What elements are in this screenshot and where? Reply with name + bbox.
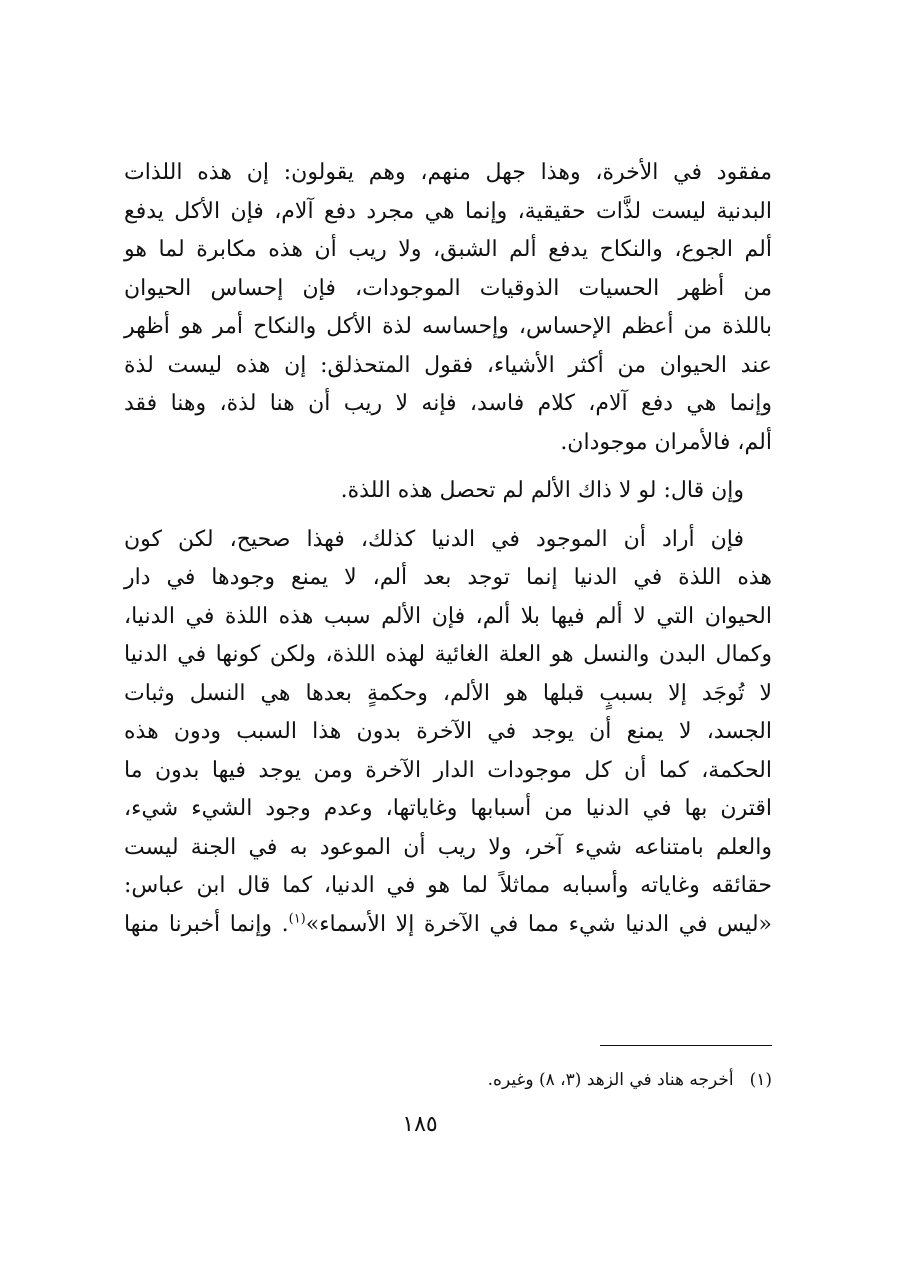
text-line: ألم الجوع، والنكاح يدفع ألم الشبق، ولا ريب أن هذه مكابرة لما هو xyxy=(124,237,772,262)
text-line: هذه اللذة في الدنيا إنما توجد بعد ألم، لا يمنع وجودها في دار xyxy=(124,565,772,590)
paragraph-3 xyxy=(124,521,772,945)
text-line: مفقود في الأخرة، وهذا جهل منهم، وهم يقولون: إن هذه اللذات xyxy=(124,160,772,185)
footnote-text: أخرجه هناد في الزهد (٣، ٨) وغيره. xyxy=(487,1070,734,1090)
text-line: اقترن بها في الدنيا من أسبابها وغاياتها، وعدم وجود الشيء شيء، xyxy=(124,796,772,821)
text-line: الحيوان التي لا ألم فيها بلا ألم، فإن الألم سبب هذه اللذة في الدنيا، xyxy=(124,603,772,629)
text-after-quote: . وإنما أخبرنا منها xyxy=(124,911,289,937)
footnote-divider xyxy=(600,1045,772,1046)
paragraph-2 xyxy=(124,472,772,511)
text-line: الجسد، لا يمنع أن يوجد في الآخرة بدون هذا السبب ودون هذه xyxy=(124,719,772,744)
paragraph-1 xyxy=(124,154,772,462)
text-line: وإنما هي دفع آلام، كلام فاسد، فإنه لا ريب أن هنا لذة، وهنا فقد xyxy=(124,391,772,416)
footnote-reference[interactable]: (١) xyxy=(288,911,306,927)
text-line: الحكمة، كما أن كل موجودات الدار الآخرة ومن يوجد فيها بدون ما xyxy=(124,757,772,783)
text-line: لا تُوجَد إلا بسببٍ قبلها هو الألم، وحكمةٍ بعدها هي النسل وثبات xyxy=(124,680,772,706)
footnote xyxy=(488,1067,772,1093)
text-line: وكمال البدن والنسل هو العلة الغائية لهذه اللذة، ولكن كونها في الدنيا xyxy=(124,642,772,667)
text-line: حقائقه وغاياته وأسبابه مماثلاً لما هو في الدنيا، كما قال ابن عباس: xyxy=(124,873,772,898)
page-number xyxy=(0,1110,900,1140)
text-line: من أظهر الحسيات الذوقيات الموجودات، فإن إحساس الحيوان xyxy=(124,275,772,301)
text-line: عند الحيوان من أكثر الأشياء، فقول المتحذلق: إن هذه ليست لذة xyxy=(124,352,772,378)
text-line: فإن أراد أن الموجود في الدنيا كذلك، فهذا صحيح، لكن كون xyxy=(124,526,744,552)
text-line: باللذة من أعظم الإحساس، وإحساسه لذة الأكل والنكاح أمر هو أظهر xyxy=(124,314,772,339)
main-text xyxy=(124,154,772,944)
quote-text: «ليس في الدنيا شيء مما في الآخرة إلا الأسماء» xyxy=(305,911,772,937)
footnote-marker: (١) xyxy=(749,1070,772,1090)
text-line-with-footnote xyxy=(124,906,772,945)
text-line: وإن قال: لو لا ذاك الألم لم تحصل هذه اللذة. xyxy=(340,478,744,503)
page-number-text: ١٨٥ xyxy=(402,1112,438,1137)
text-line: ألم، فالأمران موجودان. xyxy=(560,429,772,455)
text-line: البدنية ليست لذَّات حقيقية، وإنما هي مجرد دفع آلام، فإن الأكل يدفع xyxy=(124,198,772,224)
text-line: والعلم بامتناعه شيء آخر، ولا ريب أن الموعود به في الجنة ليست xyxy=(124,834,772,860)
